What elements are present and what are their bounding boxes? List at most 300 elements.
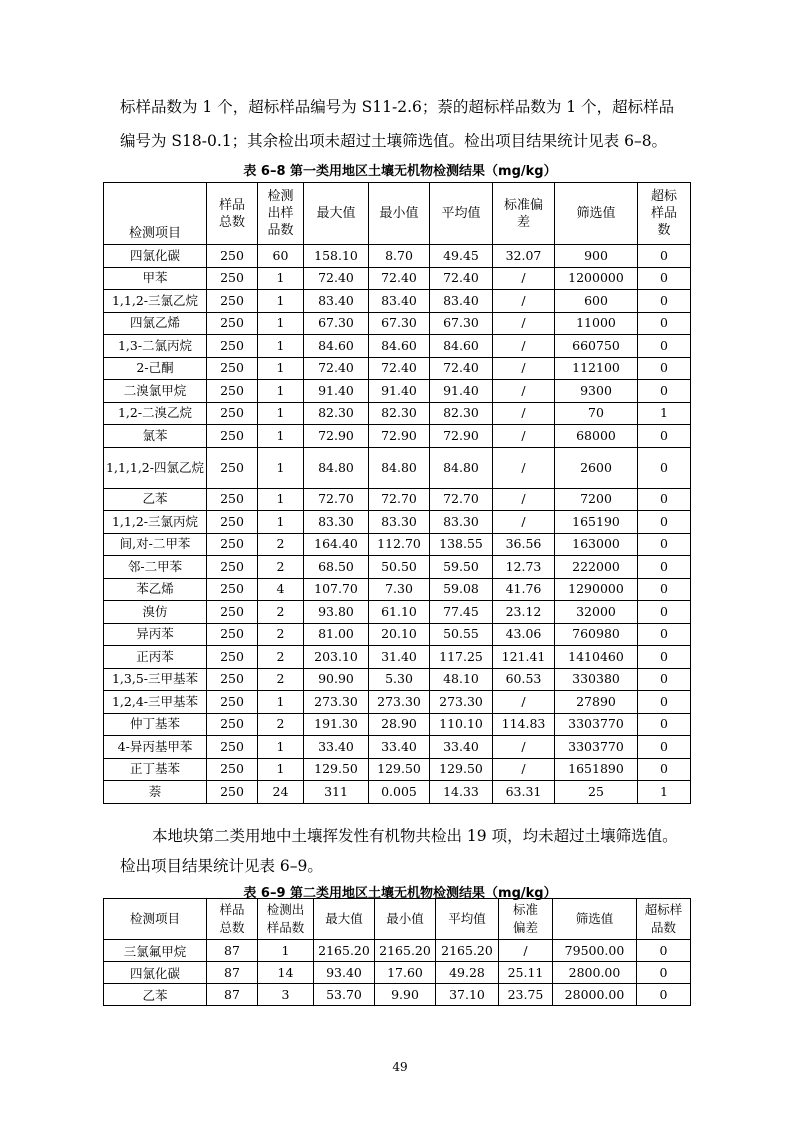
table-cell: 1 bbox=[258, 290, 304, 313]
table-cell: 158.10 bbox=[304, 245, 369, 268]
table-cell: 3 bbox=[258, 984, 314, 1006]
table-cell: 250 bbox=[207, 556, 258, 579]
table-cell: 84.60 bbox=[430, 335, 493, 358]
table2-body bbox=[104, 940, 691, 1006]
item-name-cell: 4-异丙基甲苯 bbox=[104, 736, 207, 759]
table-cell: 1651890 bbox=[555, 758, 638, 781]
table-cell: 2600 bbox=[555, 447, 638, 488]
item-name-cell: 间,对-二甲苯 bbox=[104, 533, 207, 556]
table-cell: 83.40 bbox=[304, 290, 369, 313]
item-name-cell: 1,2,4-三甲基苯 bbox=[104, 691, 207, 714]
table-cell: 72.40 bbox=[369, 267, 430, 290]
table-cell: 25.11 bbox=[499, 962, 553, 984]
table-cell: 72.70 bbox=[369, 488, 430, 511]
item-name-cell: 乙苯 bbox=[104, 984, 207, 1006]
page-number: 49 bbox=[392, 1060, 408, 1074]
table-cell: 83.40 bbox=[369, 290, 430, 313]
table-cell: 1410460 bbox=[555, 646, 638, 669]
table2-header: 标准 偏差 bbox=[499, 899, 553, 940]
table-cell: 0 bbox=[638, 736, 691, 759]
table-cell: 84.80 bbox=[369, 447, 430, 488]
table-cell: 93.40 bbox=[314, 962, 375, 984]
table-cell: 91.40 bbox=[304, 380, 369, 403]
table2-caption: 表 6–9 第二类用地区土壤无机物检测结果（mg/kg） bbox=[243, 886, 557, 901]
table-cell: 0 bbox=[638, 623, 691, 646]
table2-header: 检测项目 bbox=[104, 899, 207, 940]
table-cell: 90.90 bbox=[304, 668, 369, 691]
table2-header: 样品 总数 bbox=[207, 899, 258, 940]
item-name-cell: 甲苯 bbox=[104, 267, 207, 290]
table-cell: 2 bbox=[258, 668, 304, 691]
table-cell: / bbox=[499, 940, 553, 962]
table-cell: 84.80 bbox=[304, 447, 369, 488]
table-cell: 14 bbox=[258, 962, 314, 984]
table-cell: 250 bbox=[207, 290, 258, 313]
table-row bbox=[104, 511, 691, 534]
table-cell: 1 bbox=[258, 736, 304, 759]
table-cell: 163000 bbox=[555, 533, 638, 556]
table-cell: 0 bbox=[638, 335, 691, 358]
table-cell: 273.30 bbox=[430, 691, 493, 714]
table-cell: 2165.20 bbox=[375, 940, 436, 962]
table-cell: 77.45 bbox=[430, 601, 493, 624]
table-cell: 83.30 bbox=[430, 511, 493, 534]
table-cell: / bbox=[493, 511, 555, 534]
table-row bbox=[104, 736, 691, 759]
table-row bbox=[104, 758, 691, 781]
table-cell: / bbox=[493, 691, 555, 714]
table-cell: 9.90 bbox=[375, 984, 436, 1006]
table-cell: 60.53 bbox=[493, 668, 555, 691]
table-cell: 5.30 bbox=[369, 668, 430, 691]
table-cell: 82.30 bbox=[430, 402, 493, 425]
table-row bbox=[104, 713, 691, 736]
table-cell: 129.50 bbox=[430, 758, 493, 781]
table-cell: 112.70 bbox=[369, 533, 430, 556]
table-cell: 0 bbox=[638, 533, 691, 556]
table-cell: 273.30 bbox=[369, 691, 430, 714]
table-cell: 250 bbox=[207, 511, 258, 534]
table-cell: 72.40 bbox=[430, 267, 493, 290]
table-row bbox=[104, 623, 691, 646]
table-cell: 117.25 bbox=[430, 646, 493, 669]
table-cell: 250 bbox=[207, 781, 258, 804]
item-name-cell: 乙苯 bbox=[104, 488, 207, 511]
table2-header: 超标样 品数 bbox=[637, 899, 691, 940]
table-cell: 48.10 bbox=[430, 668, 493, 691]
table-cell: 59.08 bbox=[430, 578, 493, 601]
table-cell: 84.80 bbox=[430, 447, 493, 488]
table-cell: 2800.00 bbox=[553, 962, 637, 984]
table-cell: 1 bbox=[258, 447, 304, 488]
item-name-cell: 仲丁基苯 bbox=[104, 713, 207, 736]
table-cell: 250 bbox=[207, 646, 258, 669]
table-row bbox=[104, 357, 691, 380]
table-cell: 82.30 bbox=[304, 402, 369, 425]
table-cell: 81.00 bbox=[304, 623, 369, 646]
table-cell: 67.30 bbox=[430, 312, 493, 335]
table-cell: 23.12 bbox=[493, 601, 555, 624]
table-cell: 2165.20 bbox=[436, 940, 499, 962]
table-cell: 1200000 bbox=[555, 267, 638, 290]
item-name-cell: 邻-二甲苯 bbox=[104, 556, 207, 579]
table1-header: 平均值 bbox=[430, 183, 493, 245]
item-name-cell: 异丙苯 bbox=[104, 623, 207, 646]
table-cell: 72.40 bbox=[304, 267, 369, 290]
table-row bbox=[104, 488, 691, 511]
table-cell: 250 bbox=[207, 335, 258, 358]
table-row bbox=[104, 984, 691, 1006]
table-cell: 17.60 bbox=[375, 962, 436, 984]
table-cell: 4 bbox=[258, 578, 304, 601]
table-cell: 330380 bbox=[555, 668, 638, 691]
table-row bbox=[104, 578, 691, 601]
table2 bbox=[103, 898, 691, 1006]
item-name-cell: 1,3,5-三甲基苯 bbox=[104, 668, 207, 691]
table-cell: / bbox=[493, 425, 555, 448]
table-cell: 0 bbox=[637, 984, 691, 1006]
table-cell: 250 bbox=[207, 533, 258, 556]
table-cell: 70 bbox=[555, 402, 638, 425]
table-cell: 250 bbox=[207, 425, 258, 448]
table-row bbox=[104, 691, 691, 714]
table-cell: 1 bbox=[638, 402, 691, 425]
table-cell: 0 bbox=[638, 245, 691, 268]
table-cell: 250 bbox=[207, 357, 258, 380]
table-cell: 0 bbox=[638, 713, 691, 736]
table-row bbox=[104, 335, 691, 358]
intro-line-2: 编号为 S18-0.1；其余检出项未超过土壤筛选值。检出项目结果统计见表 6–8。 bbox=[120, 132, 668, 150]
table-cell: 72.40 bbox=[369, 357, 430, 380]
table-cell: 43.06 bbox=[493, 623, 555, 646]
table-cell: 0 bbox=[638, 488, 691, 511]
table-cell: 32.07 bbox=[493, 245, 555, 268]
mid-line-2: 检出项目结果统计见表 6–9。 bbox=[120, 857, 323, 875]
table-cell: / bbox=[493, 447, 555, 488]
table-row bbox=[104, 556, 691, 579]
table-cell: 900 bbox=[555, 245, 638, 268]
table-cell: 0 bbox=[638, 447, 691, 488]
item-name-cell: 1,1,2-三氯丙烷 bbox=[104, 511, 207, 534]
table1-header-row bbox=[104, 183, 691, 245]
table-cell: / bbox=[493, 402, 555, 425]
table-row bbox=[104, 646, 691, 669]
item-name-cell: 氯苯 bbox=[104, 425, 207, 448]
table-cell: 72.40 bbox=[430, 357, 493, 380]
table-cell: 250 bbox=[207, 488, 258, 511]
table-cell: 14.33 bbox=[430, 781, 493, 804]
table-cell: 68000 bbox=[555, 425, 638, 448]
table-cell: 760980 bbox=[555, 623, 638, 646]
table1-header: 检测项目 bbox=[104, 183, 207, 245]
item-name-cell: 四氯化碳 bbox=[104, 245, 207, 268]
table-cell: 250 bbox=[207, 736, 258, 759]
table2-header: 最大值 bbox=[314, 899, 375, 940]
table-cell: 3303770 bbox=[555, 713, 638, 736]
table-cell: 1 bbox=[258, 357, 304, 380]
table-cell: 0 bbox=[638, 357, 691, 380]
table1-header: 筛选值 bbox=[555, 183, 638, 245]
table1-header: 最小值 bbox=[369, 183, 430, 245]
table-row bbox=[104, 245, 691, 268]
mid-line-1: 本地块第二类用地中土壤挥发性有机物共检出 19 项，均未超过土壤筛选值。 bbox=[152, 827, 678, 845]
table1-header: 超标 样品 数 bbox=[638, 183, 691, 245]
table-cell: 1 bbox=[258, 425, 304, 448]
table-cell: 87 bbox=[207, 940, 258, 962]
table-cell: 2 bbox=[258, 646, 304, 669]
table-cell: 250 bbox=[207, 691, 258, 714]
table-cell: 250 bbox=[207, 713, 258, 736]
table-cell: 9300 bbox=[555, 380, 638, 403]
table-cell: / bbox=[493, 357, 555, 380]
table1-header: 最大值 bbox=[304, 183, 369, 245]
table-row bbox=[104, 533, 691, 556]
table-cell: 112100 bbox=[555, 357, 638, 380]
table-cell: 49.45 bbox=[430, 245, 493, 268]
table-cell: 72.70 bbox=[304, 488, 369, 511]
table-cell: 72.40 bbox=[304, 357, 369, 380]
table-cell: 59.50 bbox=[430, 556, 493, 579]
item-name-cell: 正丁基苯 bbox=[104, 758, 207, 781]
table-cell: 1 bbox=[258, 335, 304, 358]
table-cell: 2 bbox=[258, 623, 304, 646]
table-cell: 0 bbox=[638, 425, 691, 448]
item-name-cell: 1,1,1,2-四氯乙烷 bbox=[104, 447, 207, 488]
table-cell: 0 bbox=[638, 267, 691, 290]
table-cell: 91.40 bbox=[369, 380, 430, 403]
table-cell: 49.28 bbox=[436, 962, 499, 984]
item-name-cell: 1,1,2-三氯乙烷 bbox=[104, 290, 207, 313]
table-cell: 273.30 bbox=[304, 691, 369, 714]
table-cell: 12.73 bbox=[493, 556, 555, 579]
table-cell: 0 bbox=[637, 962, 691, 984]
table-cell: 32000 bbox=[555, 601, 638, 624]
table-cell: 129.50 bbox=[304, 758, 369, 781]
table2-header: 平均值 bbox=[436, 899, 499, 940]
table-cell: 250 bbox=[207, 668, 258, 691]
table-cell: 72.90 bbox=[430, 425, 493, 448]
table-cell: 79500.00 bbox=[553, 940, 637, 962]
table-cell: / bbox=[493, 736, 555, 759]
table-cell: 1 bbox=[258, 488, 304, 511]
table-row bbox=[104, 447, 691, 488]
table-cell: / bbox=[493, 267, 555, 290]
table-cell: 63.31 bbox=[493, 781, 555, 804]
table-cell: / bbox=[493, 290, 555, 313]
table-cell: 67.30 bbox=[304, 312, 369, 335]
table-cell: 53.70 bbox=[314, 984, 375, 1006]
table-cell: 2 bbox=[258, 556, 304, 579]
table-cell: 24 bbox=[258, 781, 304, 804]
table-cell: 83.30 bbox=[304, 511, 369, 534]
item-name-cell: 1,3-二氯丙烷 bbox=[104, 335, 207, 358]
table-row bbox=[104, 290, 691, 313]
table-cell: 250 bbox=[207, 578, 258, 601]
table-cell: / bbox=[493, 488, 555, 511]
table-cell: 1 bbox=[258, 380, 304, 403]
table-cell: 33.40 bbox=[369, 736, 430, 759]
table-row bbox=[104, 425, 691, 448]
table-cell: 93.80 bbox=[304, 601, 369, 624]
table-cell: 72.90 bbox=[369, 425, 430, 448]
table-cell: 28000.00 bbox=[553, 984, 637, 1006]
table-cell: 250 bbox=[207, 267, 258, 290]
table-cell: 1 bbox=[638, 781, 691, 804]
table-cell: 50.55 bbox=[430, 623, 493, 646]
table-cell: 191.30 bbox=[304, 713, 369, 736]
table-cell: 250 bbox=[207, 601, 258, 624]
table-cell: 82.30 bbox=[369, 402, 430, 425]
table-cell: / bbox=[493, 380, 555, 403]
table-cell: 138.55 bbox=[430, 533, 493, 556]
table-cell: 0 bbox=[638, 668, 691, 691]
table-cell: 7.30 bbox=[369, 578, 430, 601]
table-cell: 600 bbox=[555, 290, 638, 313]
table-cell: 61.10 bbox=[369, 601, 430, 624]
table-cell: 129.50 bbox=[369, 758, 430, 781]
table-cell: 68.50 bbox=[304, 556, 369, 579]
table-cell: 2 bbox=[258, 601, 304, 624]
item-name-cell: 萘 bbox=[104, 781, 207, 804]
table-cell: 250 bbox=[207, 623, 258, 646]
table-row bbox=[104, 380, 691, 403]
table-row bbox=[104, 781, 691, 804]
table-cell: 31.40 bbox=[369, 646, 430, 669]
table-cell: 0 bbox=[638, 758, 691, 781]
table-cell: 110.10 bbox=[430, 713, 493, 736]
table-cell: 250 bbox=[207, 380, 258, 403]
table-cell: 36.56 bbox=[493, 533, 555, 556]
table-cell: 121.41 bbox=[493, 646, 555, 669]
intro-line-1: 标样品数为 1 个，超标样品编号为 S11-2.6；萘的超标样品数为 1 个，超标样品 bbox=[120, 98, 675, 116]
table-cell: 222000 bbox=[555, 556, 638, 579]
table-cell: 2 bbox=[258, 533, 304, 556]
item-name-cell: 1,2-二溴乙烷 bbox=[104, 402, 207, 425]
table-cell: 1 bbox=[258, 940, 314, 962]
table-row bbox=[104, 601, 691, 624]
table-cell: 27890 bbox=[555, 691, 638, 714]
table-cell: 72.70 bbox=[430, 488, 493, 511]
table-cell: 0 bbox=[637, 940, 691, 962]
item-name-cell: 苯乙烯 bbox=[104, 578, 207, 601]
table1-caption: 表 6–8 第一类用地区土壤无机物检测结果（mg/kg） bbox=[243, 164, 557, 179]
table-cell: 250 bbox=[207, 402, 258, 425]
table-cell: 20.10 bbox=[369, 623, 430, 646]
table-cell: 250 bbox=[207, 245, 258, 268]
table-cell: 203.10 bbox=[304, 646, 369, 669]
table-cell: 41.76 bbox=[493, 578, 555, 601]
table1-header: 检测 出样 品数 bbox=[258, 183, 304, 245]
table2-header: 筛选值 bbox=[553, 899, 637, 940]
table2-header-row bbox=[104, 899, 691, 940]
table-cell: 37.10 bbox=[436, 984, 499, 1006]
table-cell: 0 bbox=[638, 380, 691, 403]
table-cell: 1 bbox=[258, 267, 304, 290]
table-cell: / bbox=[493, 758, 555, 781]
table-cell: 0 bbox=[638, 578, 691, 601]
table-cell: 60 bbox=[258, 245, 304, 268]
table-cell: 28.90 bbox=[369, 713, 430, 736]
table2-header: 最小值 bbox=[375, 899, 436, 940]
table-cell: 33.40 bbox=[304, 736, 369, 759]
table1 bbox=[103, 182, 691, 804]
item-name-cell: 四氯乙烯 bbox=[104, 312, 207, 335]
table-cell: 91.40 bbox=[430, 380, 493, 403]
item-name-cell: 二溴氯甲烷 bbox=[104, 380, 207, 403]
item-name-cell: 三氯氟甲烷 bbox=[104, 940, 207, 962]
table-cell: 0 bbox=[638, 290, 691, 313]
table-cell: / bbox=[493, 335, 555, 358]
table-cell: 1 bbox=[258, 758, 304, 781]
table-row bbox=[104, 402, 691, 425]
table-cell: 7200 bbox=[555, 488, 638, 511]
table-row bbox=[104, 312, 691, 335]
item-name-cell: 正丙苯 bbox=[104, 646, 207, 669]
item-name-cell: 四氯化碳 bbox=[104, 962, 207, 984]
table-cell: 114.83 bbox=[493, 713, 555, 736]
table-cell: 165190 bbox=[555, 511, 638, 534]
table-cell: 0 bbox=[638, 691, 691, 714]
table-cell: 83.40 bbox=[430, 290, 493, 313]
table1-header: 样品 总数 bbox=[207, 183, 258, 245]
table-cell: 84.60 bbox=[304, 335, 369, 358]
table1-header: 标准偏 差 bbox=[493, 183, 555, 245]
table-cell: 83.30 bbox=[369, 511, 430, 534]
table-cell: 11000 bbox=[555, 312, 638, 335]
table-cell: 1290000 bbox=[555, 578, 638, 601]
table-cell: 0 bbox=[638, 601, 691, 624]
table-cell: 72.90 bbox=[304, 425, 369, 448]
table-cell: 0 bbox=[638, 511, 691, 534]
table-cell: 0.005 bbox=[369, 781, 430, 804]
table-row bbox=[104, 267, 691, 290]
table-cell: 0 bbox=[638, 312, 691, 335]
table-row bbox=[104, 668, 691, 691]
table-cell: 1 bbox=[258, 402, 304, 425]
table-cell: 2 bbox=[258, 713, 304, 736]
table-cell: 660750 bbox=[555, 335, 638, 358]
table-cell: 107.70 bbox=[304, 578, 369, 601]
table-cell: / bbox=[493, 312, 555, 335]
table-cell: 3303770 bbox=[555, 736, 638, 759]
table-cell: 87 bbox=[207, 962, 258, 984]
table-cell: 87 bbox=[207, 984, 258, 1006]
table-cell: 164.40 bbox=[304, 533, 369, 556]
table-cell: 84.60 bbox=[369, 335, 430, 358]
table-cell: 2165.20 bbox=[314, 940, 375, 962]
table-cell: 1 bbox=[258, 312, 304, 335]
table-row bbox=[104, 940, 691, 962]
table-cell: 0 bbox=[638, 556, 691, 579]
table-cell: 67.30 bbox=[369, 312, 430, 335]
table-cell: 23.75 bbox=[499, 984, 553, 1006]
table-cell: 311 bbox=[304, 781, 369, 804]
table2-header: 检测出 样品数 bbox=[258, 899, 314, 940]
table-cell: 250 bbox=[207, 312, 258, 335]
table-cell: 250 bbox=[207, 447, 258, 488]
table-cell: 8.70 bbox=[369, 245, 430, 268]
item-name-cell: 溴仿 bbox=[104, 601, 207, 624]
table-cell: 0 bbox=[638, 646, 691, 669]
table-cell: 50.50 bbox=[369, 556, 430, 579]
table-cell: 250 bbox=[207, 758, 258, 781]
table-cell: 25 bbox=[555, 781, 638, 804]
table-row bbox=[104, 962, 691, 984]
table1-body bbox=[104, 245, 691, 804]
table-cell: 33.40 bbox=[430, 736, 493, 759]
item-name-cell: 2-己酮 bbox=[104, 357, 207, 380]
table-cell: 1 bbox=[258, 511, 304, 534]
